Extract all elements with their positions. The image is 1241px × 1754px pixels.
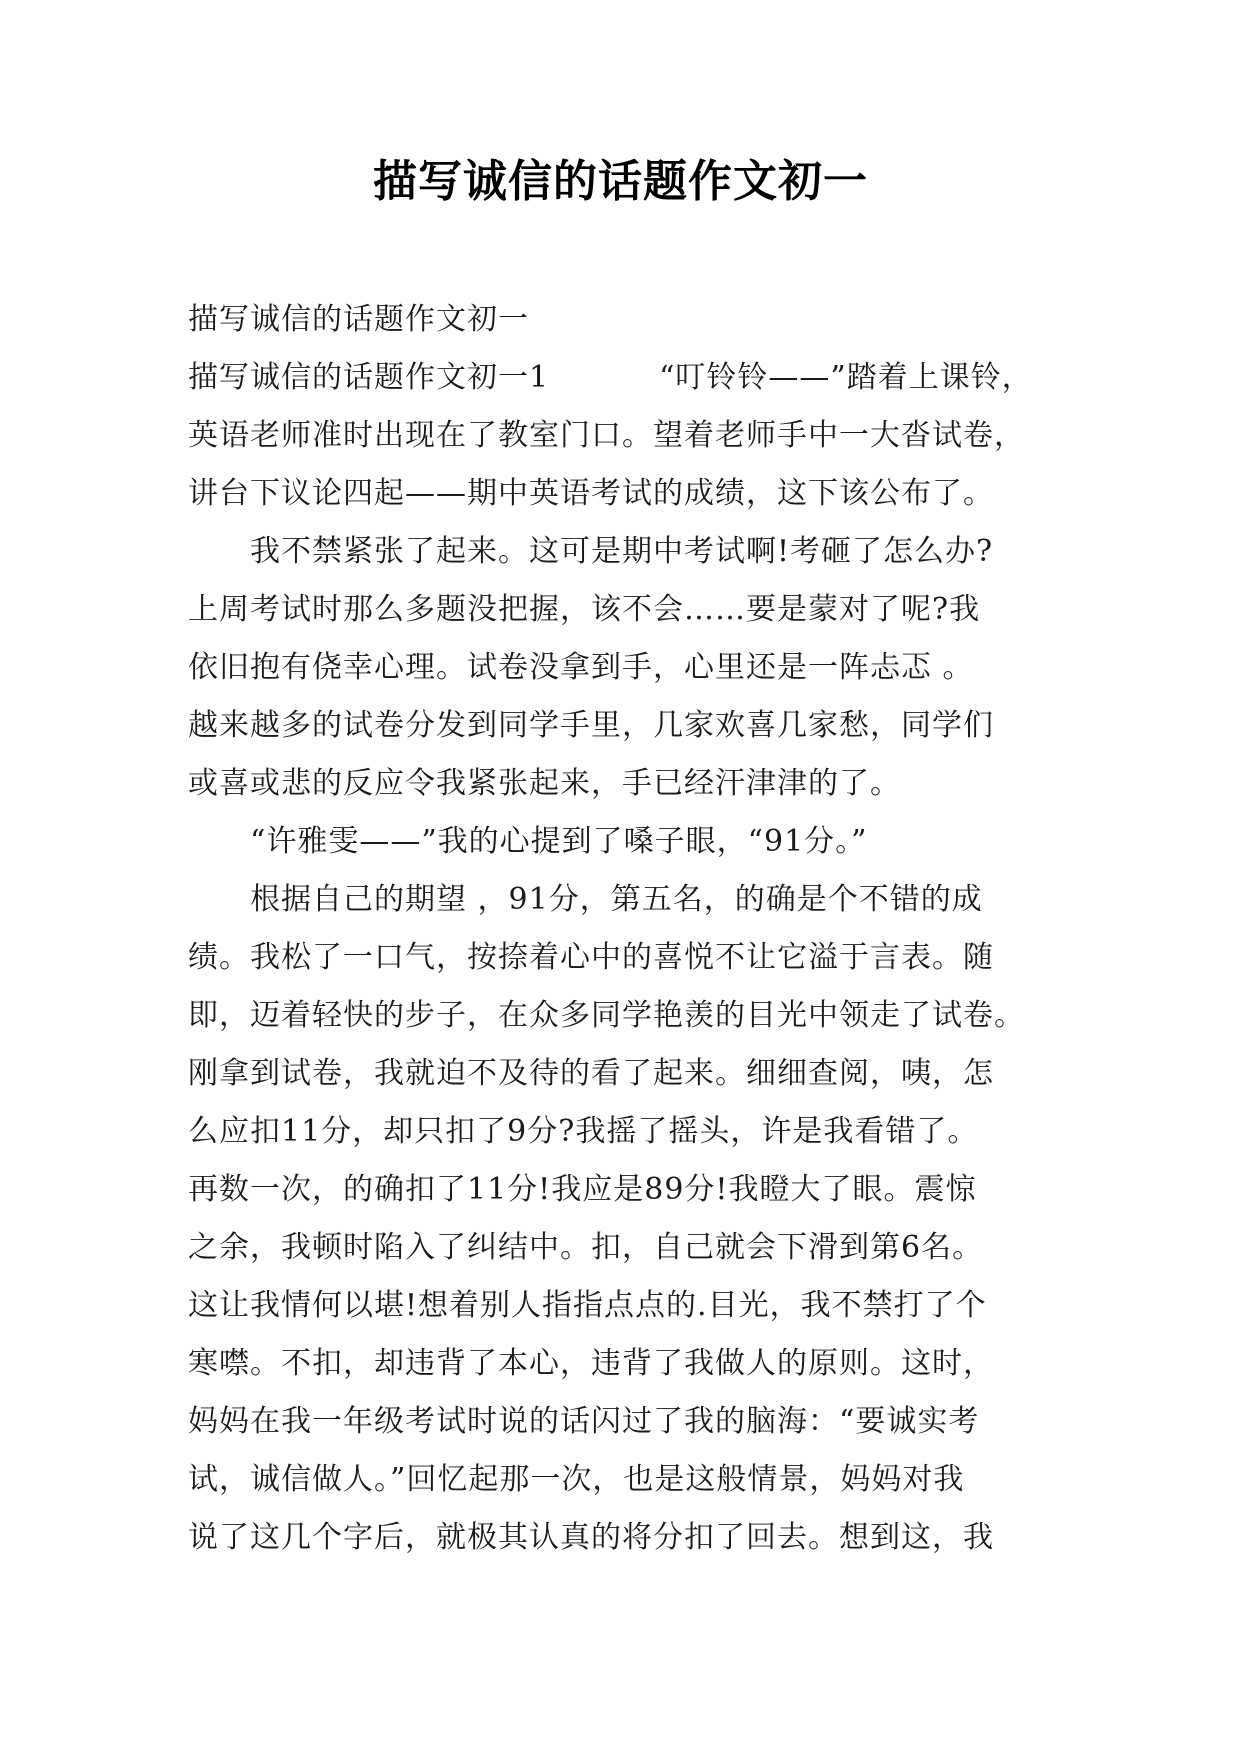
text-line: 描写诚信的话题作文初一 bbox=[188, 302, 529, 337]
text-line: 再数一次，的确扣了11分!我应是89分!我瞪大了眼。震惊 bbox=[188, 1172, 977, 1207]
document-body bbox=[188, 291, 1068, 1567]
text-line: 妈妈在我一年级考试时说的话闪过了我的脑海：“要诚实考 bbox=[188, 1404, 980, 1439]
document-title: 描写诚信的话题作文初一 bbox=[373, 156, 868, 207]
text-line: 之余，我顿时陷入了纠结中。扣，自己就会下滑到第6名。 bbox=[188, 1230, 984, 1265]
text-line: 么应扣11分，却只扣了9分?我摇了摇头，许是我看错了。 bbox=[188, 1114, 979, 1149]
text-line: 英语老师准时出现在了教室门口。望着老师手中一大沓试卷， bbox=[188, 418, 1025, 453]
text-segment: “叮铃铃——”踏着上课铃， bbox=[659, 360, 1033, 395]
text-line: “许雅雯——”我的心提到了嗓子眼，“91分。” bbox=[188, 824, 868, 859]
text-line: 依旧抱有侥幸心理。试卷没拿到手，心里还是一阵忐忑 。 bbox=[188, 650, 974, 685]
text-line bbox=[188, 349, 1068, 407]
text-line: 越来越多的试卷分发到同学手里，几家欢喜几家愁，同学们 bbox=[188, 708, 994, 743]
text-line: 刚拿到试卷，我就迫不及待的看了起来。细细查阅，咦，怎 bbox=[188, 1056, 994, 1091]
text-line: 试，诚信做人。”回忆起那一次，也是这般情景，妈妈对我 bbox=[188, 1462, 965, 1497]
text-line: 绩。我松了一口气，按捺着心中的喜悦不让它溢于言表。随 bbox=[188, 940, 994, 975]
text-line: 或喜或悲的反应令我紧张起来，手已经汗津津的了。 bbox=[188, 766, 901, 801]
text-line: 根据自己的期望 ，91分，第五名，的确是个不错的成 bbox=[188, 882, 983, 917]
text-line: 讲台下议论四起——期中英语考试的成绩，这下该公布了。 bbox=[188, 476, 994, 511]
text-line: 说了这几个字后，就极其认真的将分扣了回去。想到这，我 bbox=[188, 1520, 994, 1555]
text-line: 上周考试时那么多题没把握，该不会……要是蒙对了呢?我 bbox=[188, 592, 981, 627]
text-line: 我不禁紧张了起来。这可是期中考试啊!考砸了怎么办? bbox=[188, 534, 994, 569]
text-line: 即，迈着轻快的步子，在众多同学艳羡的目光中领走了试卷。 bbox=[188, 998, 1025, 1033]
section-heading: 描写诚信的话题作文初一1 bbox=[188, 360, 550, 395]
text-line: 寒噤。不扣，却违背了本心，违背了我做人的原则。这时， bbox=[188, 1346, 994, 1381]
text-line: 这让我情何以堪!想着别人指指点点的.目光，我不禁打了个 bbox=[188, 1288, 987, 1323]
